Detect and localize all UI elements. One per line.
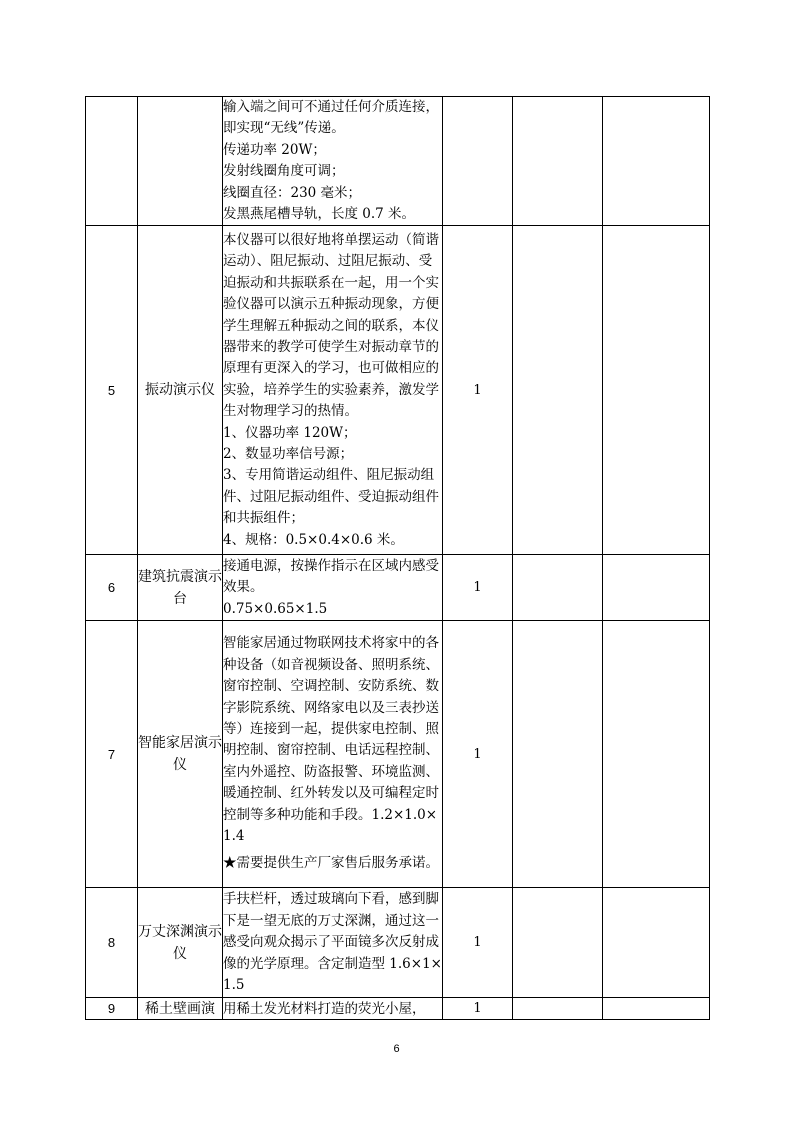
description-line: 线圈直径：230 毫米； [223,184,362,201]
table-row [86,998,710,1020]
item-description [223,888,443,998]
empty-cell [603,621,710,888]
description-line: 1、仪器功率 120W； [223,424,357,441]
description-line: 2、数显功率信号源； [223,445,354,462]
item-description [223,226,443,555]
star-note: ★需要提供生产厂家售后服务承诺。 [223,855,439,872]
item-quantity: 1 [443,226,513,555]
item-name: 振动演示仪 [138,226,223,555]
table-row [86,97,710,226]
row-number: 7 [86,621,138,888]
item-name [138,97,223,226]
description-line: 接通电源，按操作指示在区域内感受效果。 [223,557,439,596]
description-line: 4、规格：0.5×0.4×0.6 米。 [223,531,404,548]
description-line: 本仪器可以很好地将单摆运动（简谐运动）、阻尼振动、过阻尼振动、受迫振动和共振联系在一起，用一个实验仪器可以演示五种振动现象，方便学生理解五种振动之间的联系，本仪器带来的教学可使学生对振动章节的原理有更深入的学习，也可做相应的实验，培养学生的实验素养，激发学生对物理学习的热情。 [223,231,439,420]
table-row [86,555,710,621]
item-name: 智能家居演示仪 [138,621,223,888]
empty-cell [603,998,710,1020]
item-name: 万丈深渊演示仪 [138,888,223,998]
page-number: 6 [393,1043,400,1055]
table-row [86,888,710,998]
description-line: 发射线圈角度可调； [223,163,345,180]
empty-cell [603,97,710,226]
item-description [223,998,443,1020]
item-quantity: 1 [443,888,513,998]
equipment-spec-table [85,96,710,1020]
empty-cell [513,555,603,621]
item-quantity: 1 [443,555,513,621]
row-number: 5 [86,226,138,555]
empty-cell [513,97,603,226]
item-quantity [443,97,513,226]
item-name: 建筑抗震演示台 [138,555,223,621]
item-name: 稀土壁画演 [138,998,223,1020]
table-row [86,621,710,888]
row-number: 6 [86,555,138,621]
empty-cell [513,888,603,998]
empty-cell [513,226,603,555]
empty-cell [513,621,603,888]
item-quantity: 1 [443,621,513,888]
description-line: 发黑燕尾槽导轨，长度 0.7 米。 [223,206,416,223]
table-row [86,226,710,555]
description-line: 传递功率 20W； [223,141,326,158]
item-description [223,97,443,226]
description-line: 输入端之间可不通过任何介质连接，即实现“无线”传递。 [223,99,439,137]
description-line: 0.75×0.65×1.5 [223,600,328,617]
item-description [223,621,443,888]
row-number: 8 [86,888,138,998]
empty-cell [603,555,710,621]
row-number [86,97,138,226]
description-line: 用稀土发光材料打造的荧光小屋， [223,1000,426,1017]
empty-cell [603,888,710,998]
description-line: 3、专用简谐运动组件、阻尼振动组件、过阻尼振动组件、受迫振动组件和共振组件； [223,467,439,527]
description-line: 手扶栏杆，透过玻璃向下看，感到脚下是一望无底的万丈深渊，通过这一感受向观众揭示了平面镜多次反射成像的光学原理。含定制造型 1.6×1×1.5 [223,891,442,994]
empty-cell [603,226,710,555]
item-quantity: 1 [443,998,513,1020]
description-line: 智能家居通过物联网技术将家中的各种设备（如音视频设备、照明系统、窗帘控制、空调控制、安防系统、数字影院系统、网络家电以及三表抄送等）连接到一起，提供家电控制、照明控制、窗帘控制、电话远程控制、室内外遥控、防盗报警、环境监测、暖通控制、红外转发以及可编程定时控制等多种功能和手段。1.2×1.0×1.4 [223,635,439,845]
row-number: 9 [86,998,138,1020]
item-description [223,555,443,621]
empty-cell [513,998,603,1020]
